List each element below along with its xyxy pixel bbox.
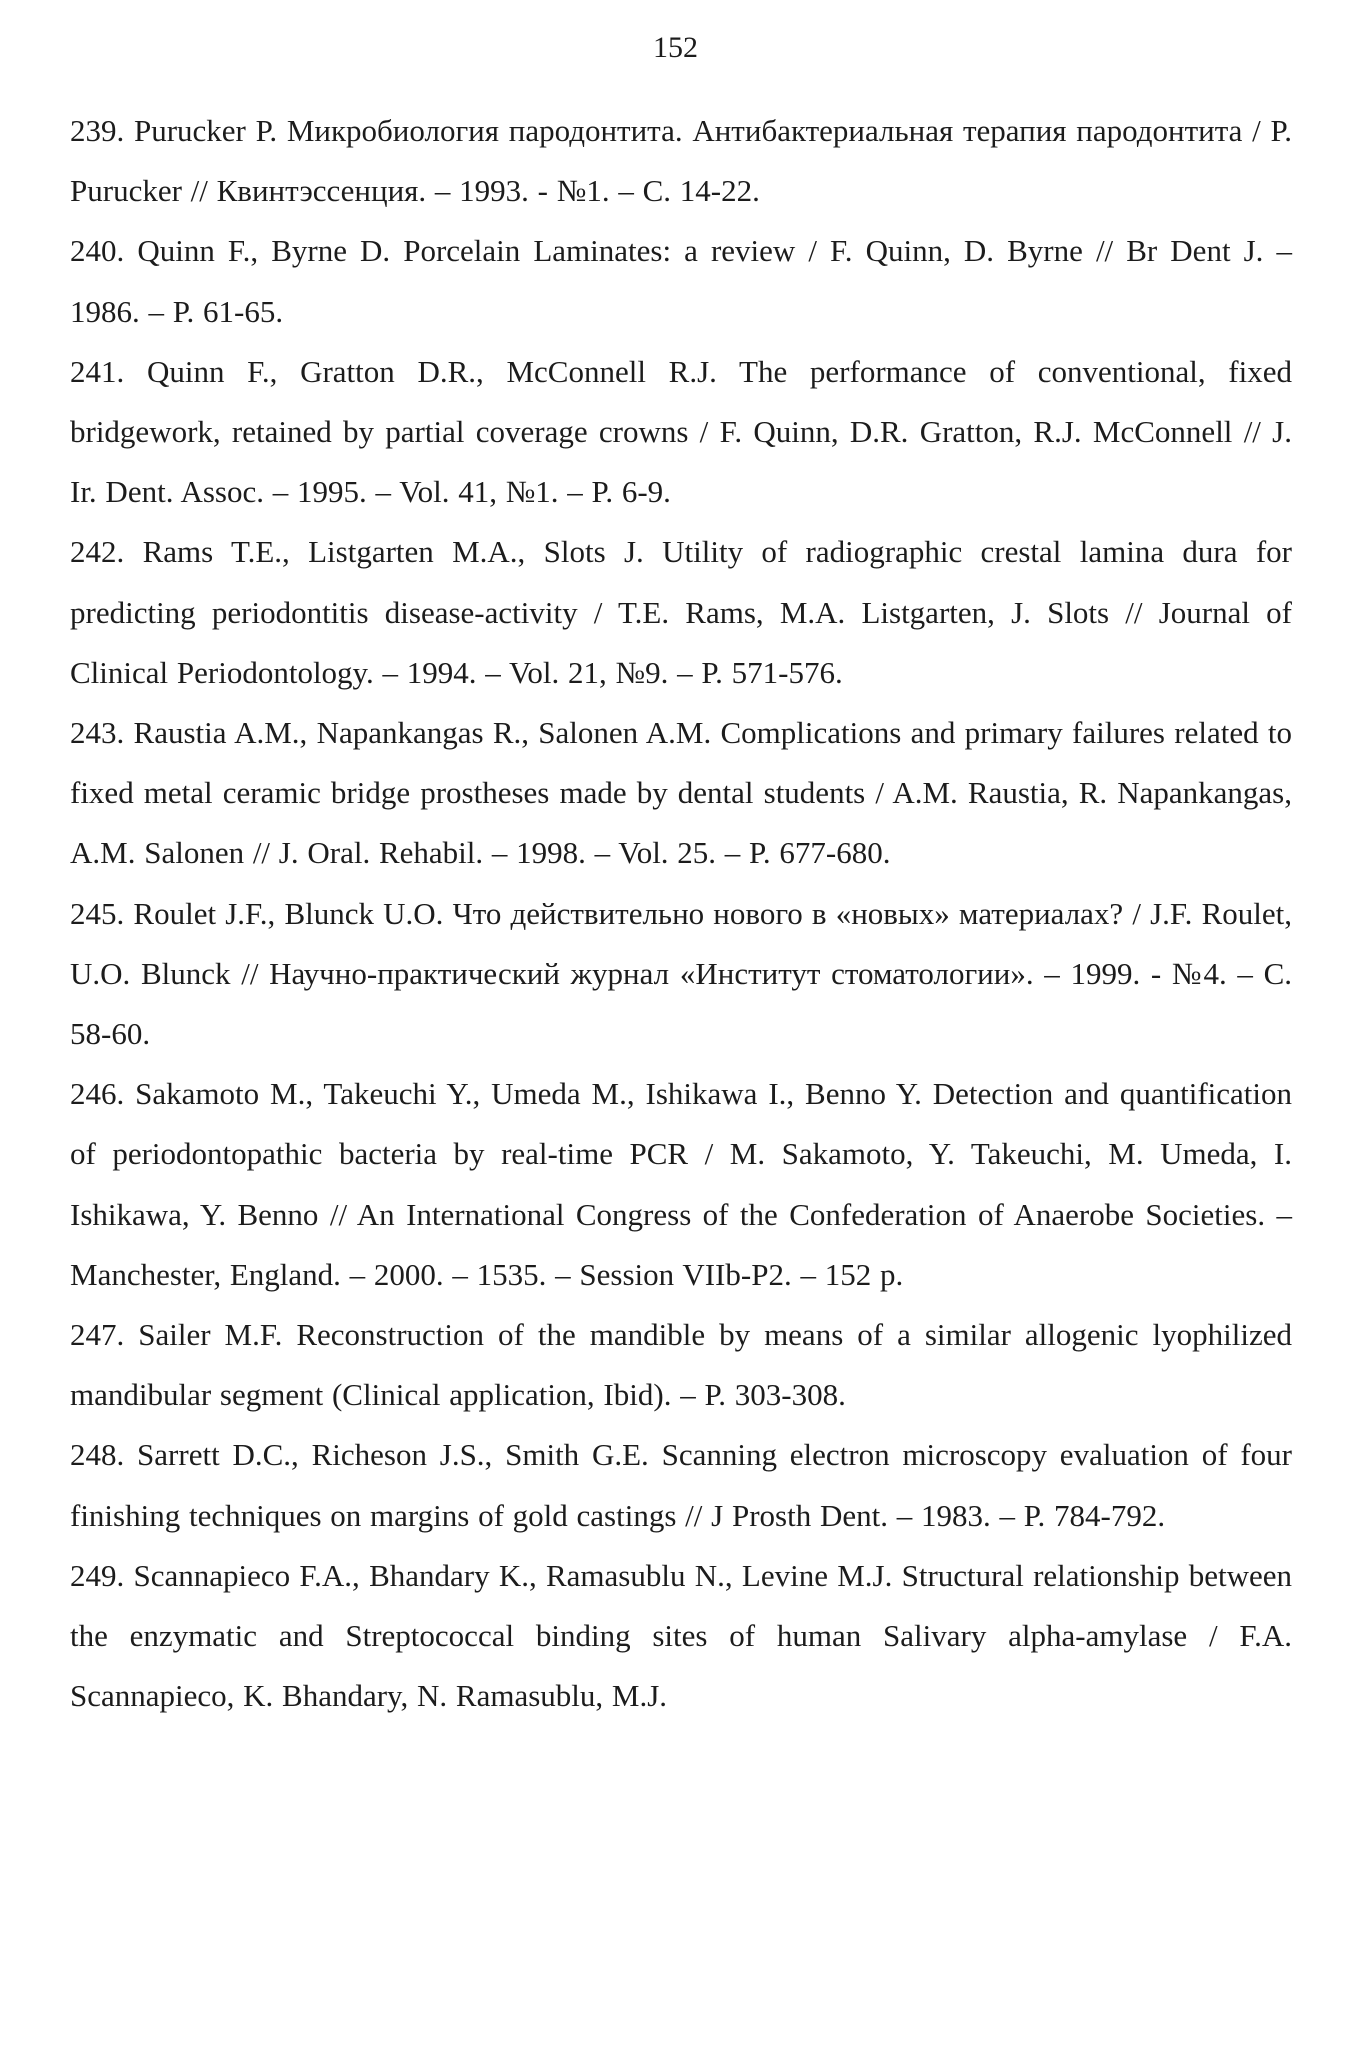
reference-entry-239: 239. Purucker P. Микробиология пародонтита. Антибактериальная терапия пародонтита / P. Purucker // Квинтэссенция. – 1993. - №1. – С. 14-22. bbox=[70, 113, 1292, 209]
reference-entry-245: 245. Roulet J.F., Blunck U.O. Что действительно нового в «новых» материалах? / J.F. Roulet, U.O. Blunck // Научно-практический журнал «Институт стоматологии». – 1999. - №4. – С. 58-60. bbox=[70, 895, 1292, 1052]
reference-entry-243: 243. Raustia A.M., Napankangas R., Salonen A.M. Complications and primary failures related to fixed metal ceramic bridge prostheses made by dental students / A.M. Raustia, R. Napankangas, A.M. Salonen // J. Oral. Rehabil. – 1998. – Vol. 25. – P. 677-680. bbox=[70, 715, 1292, 871]
reference-list bbox=[70, 101, 1292, 1726]
reference-entry-248: 248. Sarrett D.C., Richeson J.S., Smith G.E. Scanning electron microscopy evaluation of four finishing techniques on margins of gold castings // J Prosth Dent. – 1983. – P. 784-792. bbox=[70, 1437, 1292, 1533]
reference-entry-247: 247. Sailer M.F. Reconstruction of the mandible by means of a similar allogenic lyophilized mandibular segment (Clinical application, Ibid). – P. 303-308. bbox=[70, 1317, 1292, 1413]
page-number: 152 bbox=[653, 31, 698, 64]
reference-entry-241: 241. Quinn F., Gratton D.R., McConnell R.J. The performance of conventional, fixed bridgework, retained by partial coverage crowns / F. Quinn, D.R. Gratton, R.J. McConnell // J. Ir. Dent. Assoc. – 1995. – Vol. 41, №1. – P. 6-9. bbox=[70, 353, 1292, 510]
reference-entry-246: 246. Sakamoto M., Takeuchi Y., Umeda M., Ishikawa I., Benno Y. Detection and quantification of periodontopathic bacteria by real-time PCR / M. Sakamoto, Y. Takeuchi, M. Umeda, I. Ishikawa, Y. Benno // An International Congress of the Confederation of Anaerobe Societies. – Manchester, England. – 2000. – 1535. – Session VIIb-P2. – 152 p. bbox=[70, 1076, 1292, 1292]
reference-entry-249: 249. Scannapieco F.A., Bhandary K., Ramasublu N., Levine M.J. Structural relationship between the enzymatic and Streptococcal binding sites of human Salivary alpha-amylase / F.A. Scannapieco, K. Bhandary, N. Ramasublu, M.J. bbox=[70, 1557, 1292, 1714]
reference-entry-240: 240. Quinn F., Byrne D. Porcelain Laminates: a review / F. Quinn, D. Byrne // Br Dent J. – 1986. – P. 61-65. bbox=[70, 233, 1292, 329]
reference-entry-242: 242. Rams T.E., Listgarten M.A., Slots J. Utility of radiographic crestal lamina dura for predicting periodontitis disease-activity / T.E. Rams, M.A. Listgarten, J. Slots // Journal of Clinical Periodontology. – 1994. – Vol. 21, №9. – P. 571-576. bbox=[70, 534, 1292, 690]
